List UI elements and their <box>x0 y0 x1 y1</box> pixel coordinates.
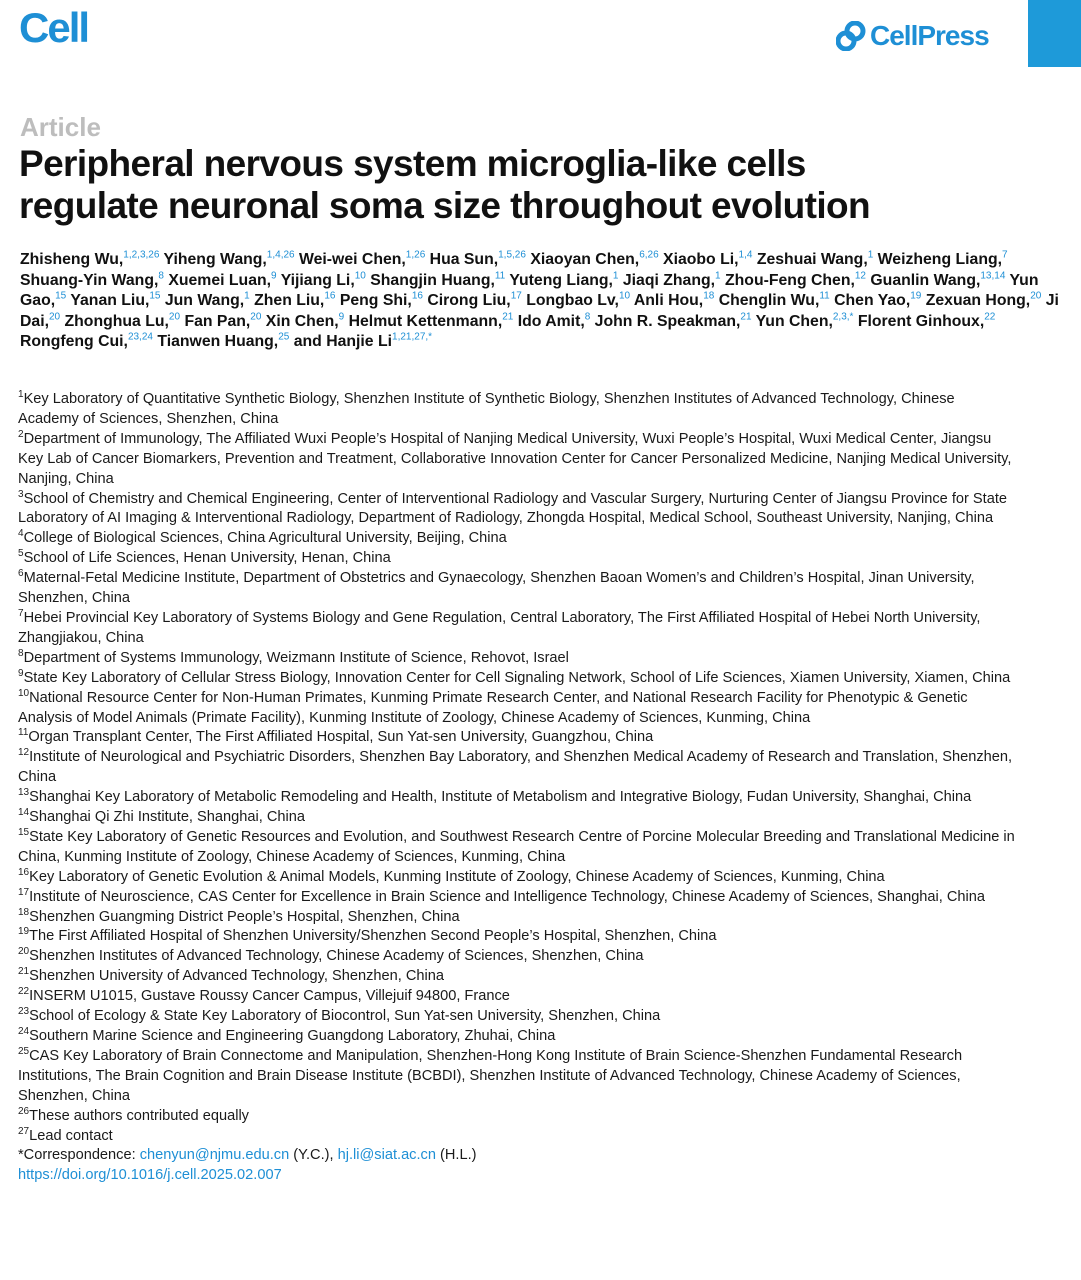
affiliation-number: 1 <box>18 389 24 401</box>
affiliation-item <box>18 927 1018 947</box>
author-affiliation-marker: 13,14 <box>980 270 1006 282</box>
author-name-text: Yun Chen, <box>755 312 833 330</box>
author-affiliation-marker: 10 <box>354 270 366 282</box>
affiliation-number: 23 <box>18 1006 30 1018</box>
affiliation-text: School of Ecology & State Key Laboratory of Biocontrol, Sun Yat-sen University, Shenzhen, China <box>29 1008 661 1025</box>
affiliation-number: 18 <box>18 906 30 918</box>
affiliation-number: 5 <box>18 548 24 560</box>
affiliations-block <box>18 390 1018 1186</box>
affiliation-number: 19 <box>18 926 30 938</box>
author-name[interactable] <box>634 292 714 309</box>
author-name-text: Chenglin Wu, <box>718 292 820 310</box>
author-affiliation-marker: 1 <box>715 270 721 282</box>
affiliation-number: 11 <box>18 727 29 739</box>
author-name-text: Zhisheng Wu, <box>20 251 124 268</box>
affiliation-text: Shenzhen University of Advanced Technology, Shenzhen, China <box>29 968 444 985</box>
author-name-text: and Hanjie Li <box>293 333 393 351</box>
author-affiliation-marker: 25 <box>278 332 290 344</box>
author-name-text: Jiaqi Zhang, <box>622 271 716 289</box>
author-name[interactable] <box>294 333 432 350</box>
affiliation-number: 7 <box>18 608 24 620</box>
affiliation-number: 24 <box>18 1026 30 1038</box>
affiliation-item <box>18 947 1018 967</box>
author-name-text: Fan Pan, <box>184 312 251 330</box>
affiliation-number: 4 <box>18 528 24 540</box>
affiliation-text: Lead contact <box>29 1127 113 1144</box>
author-name[interactable] <box>757 251 873 268</box>
affiliation-number: 12 <box>18 747 30 759</box>
author-name-text: Yanan Liu, <box>70 292 150 310</box>
author-name[interactable] <box>165 292 250 309</box>
author-name[interactable] <box>299 251 425 268</box>
author-name[interactable] <box>157 333 289 350</box>
author-name[interactable] <box>926 292 1042 309</box>
affiliation-number: 14 <box>18 807 30 819</box>
author-name[interactable] <box>20 251 159 268</box>
affiliation-text: Key Laboratory of Genetic Evolution & Animal Models, Kunming Institute of Zoology, Chinese Academy of Sciences, Kunming, China <box>29 868 885 885</box>
author-affiliation-marker: 1 <box>867 249 874 261</box>
author-affiliation-marker: 9 <box>338 311 345 323</box>
author-name-text: Yuteng Liang, <box>509 271 613 289</box>
author-name-text: Zhonghua Lu, <box>64 312 169 330</box>
author-affiliation-marker: 15 <box>55 290 67 302</box>
author-name[interactable] <box>281 272 366 289</box>
email-link-hjli[interactable]: hj.li@siat.ac.cn <box>337 1147 436 1164</box>
affiliation-item <box>18 430 1018 490</box>
author-affiliation-marker: 1,26 <box>405 249 426 261</box>
affiliation-text: Department of Immunology, The Affiliated Wuxi People’s Hospital of Nanjing Medical University, Wuxi People’s Hospital, Wuxi Medical Center, Jiangsu Key Lab of Cancer Biomarkers, Prevention and Treatment, Collaborative Innovation Center for Cancer Personalized Medicine, Nanjing Medical University, Nanjing, China <box>18 430 1012 487</box>
affiliation-text: Department of Systems Immunology, Weizmann Institute of Science, Rehovot, Israel <box>23 649 569 666</box>
affiliation-number: 20 <box>18 946 30 958</box>
author-name-text: Jun Wang, <box>164 292 245 310</box>
affiliation-text: Institute of Neurological and Psychiatric Disorders, Shenzhen Bay Laboratory, and Shenzhen Medical Academy of Research and Translation, Shenzhen, China <box>18 749 1013 786</box>
author-name-text: Helmut Kettenmann, <box>348 312 503 330</box>
author-name[interactable] <box>623 272 721 289</box>
author-name-text: Xuemei Luan, <box>168 271 272 289</box>
affiliation-text: Organ Transplant Center, The First Affiliated Hospital, Sun Yat-sen University, Guangzhou, China <box>28 729 654 746</box>
affiliation-number: 22 <box>18 986 30 998</box>
affiliation-text: State Key Laboratory of Cellular Stress Biology, Innovation Center for Cell Signaling Network, School of Life Sciences, Xiamen University, Xiamen, China <box>23 669 1011 686</box>
affiliation-text: Shanghai Key Laboratory of Metabolic Remodeling and Health, Institute of Metabolism and Integrative Biology, Fudan University, Shanghai, China <box>29 789 972 806</box>
affiliation-text: Shenzhen Guangming District People’s Hospital, Shenzhen, China <box>29 908 460 925</box>
author-affiliation-marker: 20 <box>1030 290 1042 302</box>
affiliation-text: CAS Key Laboratory of Brain Connectome and Manipulation, Shenzhen-Hong Kong Institute of Brain Science-Shenzhen Fundamental Research Institutions, The Brain Cognition and Brain Disease Institute (BCBDI), Shenzhen Institute of Advanced Technology, Chinese Academy of Sciences, Shenzhen, China <box>18 1047 963 1104</box>
affiliation-item <box>18 908 1018 928</box>
author-name[interactable] <box>349 313 514 330</box>
author-name-text: John R. Speakman, <box>594 312 741 330</box>
author-affiliation-marker: 1,4 <box>738 249 753 261</box>
doi-link[interactable]: https://doi.org/10.1016/j.cell.2025.02.007 <box>18 1167 282 1184</box>
author-name-text: Florent Ginhoux, <box>857 312 985 330</box>
affiliation-text: Southern Marine Science and Engineering Guangdong Laboratory, Zhuhai, China <box>29 1028 556 1044</box>
affiliation-item <box>18 609 1018 649</box>
author-name[interactable] <box>254 292 335 309</box>
affiliation-number: 2 <box>18 428 24 440</box>
article-type-label: Article <box>20 112 101 142</box>
affiliation-text: These authors contributed equally <box>29 1107 249 1124</box>
affiliation-text: School of Life Sciences, Henan University, Henan, China <box>23 550 391 567</box>
affiliation-item <box>18 569 1018 609</box>
author-affiliation-marker: 18 <box>703 290 715 302</box>
author-name-text: Xin Chen, <box>265 312 339 330</box>
author-name-text: Zexuan Hong, <box>925 292 1031 310</box>
author-affiliation-marker: 11 <box>494 270 506 282</box>
affiliation-item <box>18 549 1018 569</box>
author-name-text: Zeshuai Wang, <box>756 251 868 268</box>
email-note-yc: (Y.C.), <box>289 1147 338 1164</box>
author-name-text: Ji Dai, <box>20 292 1059 330</box>
affiliation-item <box>18 888 1018 908</box>
author-affiliation-marker: 20 <box>168 311 181 323</box>
author-affiliation-marker: 1 <box>612 270 619 282</box>
cellpress-logo-icon <box>836 21 866 51</box>
affiliation-number: 27 <box>18 1125 30 1137</box>
author-name[interactable] <box>168 272 276 289</box>
affiliation-number: 25 <box>18 1046 30 1058</box>
author-affiliation-marker: 1 <box>244 290 250 302</box>
affiliation-number: 17 <box>18 886 30 898</box>
author-name[interactable] <box>20 333 153 350</box>
author-name[interactable] <box>663 251 752 268</box>
title-line-1: Peripheral nervous system microglia-like cells <box>19 143 806 184</box>
journal-logo: Cell <box>19 4 89 51</box>
corner-accent-block <box>1028 0 1081 67</box>
affiliation-item <box>18 828 1018 868</box>
author-affiliation-marker: 22 <box>984 311 996 323</box>
affiliation-item <box>18 728 1018 748</box>
author-name[interactable] <box>70 292 160 309</box>
affiliation-item <box>18 868 1018 888</box>
author-affiliation-marker: 17 <box>510 290 522 302</box>
affiliation-number: 9 <box>18 667 24 679</box>
affiliation-number: 8 <box>18 647 24 659</box>
author-name-text: Yijiang Li, <box>280 271 355 289</box>
affiliation-text: Shenzhen Institutes of Advanced Technology, Chinese Academy of Sciences, Shenzhen, China <box>29 948 644 965</box>
author-name-text: Zhen Liu, <box>254 292 325 310</box>
affiliation-number: 15 <box>18 827 30 839</box>
author-affiliation-marker: 9 <box>271 270 277 282</box>
author-name-text: Rongfeng Cui, <box>20 333 128 351</box>
author-affiliation-marker: 1,5,26 <box>498 249 526 261</box>
affiliation-text: Hebei Provincial Key Laboratory of Systems Biology and Gene Regulation, Central Laboratory, The First Affiliated Hospital of Hebei North University, Zhangjiakou, China <box>18 609 981 646</box>
author-name-text: Yun Gao, <box>20 271 1039 310</box>
author-name-text: Tianwen Huang, <box>157 333 279 351</box>
author-name-text: Hua Sun, <box>429 251 499 268</box>
author-affiliation-marker: 20 <box>250 311 262 323</box>
author-affiliation-marker: 20 <box>48 311 61 323</box>
author-name-text: Cirong Liu, <box>427 292 511 310</box>
author-affiliation-marker: 12 <box>854 270 866 282</box>
author-name[interactable] <box>20 272 164 289</box>
author-name[interactable] <box>184 313 261 330</box>
author-name[interactable] <box>595 313 752 330</box>
affiliation-text: Institute of Neuroscience, CAS Center for Excellence in Brain Science and Intelligence Technology, Chinese Academy of Sciences, Shanghai, China <box>29 888 986 905</box>
publisher-logo <box>836 16 989 56</box>
author-name[interactable] <box>427 292 521 309</box>
author-affiliation-marker: 8 <box>584 311 591 323</box>
publisher-name: CellPress <box>870 20 989 51</box>
affiliation-item <box>18 788 1018 808</box>
author-name[interactable] <box>858 313 996 330</box>
affiliation-text: State Key Laboratory of Genetic Resources and Evolution, and Southwest Research Centre of Porcine Molecular Breeding and Translational Medicine in China, Kunming Institute of Zoology, Chinese Academy of Sciences, Kunming, China <box>18 828 1015 865</box>
author-name-text: Anli Hou, <box>633 292 704 310</box>
author-name-text: Shangjin Huang, <box>370 271 495 289</box>
correspondence-line <box>18 1146 1018 1166</box>
affiliation-item <box>18 529 1018 549</box>
affiliation-number: 16 <box>18 866 30 878</box>
affiliation-item <box>18 748 1018 788</box>
author-affiliation-marker: 21 <box>502 311 514 323</box>
affiliation-item <box>18 1047 1018 1107</box>
author-affiliation-marker: 15 <box>149 290 161 302</box>
author-name[interactable] <box>65 313 181 330</box>
author-name-text: Peng Shi, <box>339 292 412 310</box>
affiliation-text: National Resource Center for Non-Human Primates, Kunming Primate Research Center, and National Research Facility for Phenotypic & Genetic Analysis of Model Animals (Primate Facility), Kunming Institute of Zoology, Chinese Academy of Sciences, Kunming, China <box>18 689 968 726</box>
author-name[interactable] <box>509 272 618 289</box>
affiliation-item <box>18 390 1018 430</box>
author-affiliation-marker: 16 <box>411 290 423 302</box>
author-name[interactable] <box>266 313 344 330</box>
email-note-hl: (H.L.) <box>435 1147 477 1164</box>
author-affiliation-marker: 1,21,27,* <box>392 332 433 344</box>
affiliation-item <box>18 967 1018 987</box>
correspondence-label: *Correspondence: <box>18 1147 140 1164</box>
affiliation-number: 6 <box>18 568 24 580</box>
author-name-text: Xiaobo Li, <box>663 251 739 268</box>
author-affiliation-marker: 21 <box>740 311 752 323</box>
author-affiliation-marker: 11 <box>819 290 830 302</box>
author-name[interactable] <box>370 272 505 289</box>
author-name[interactable] <box>878 251 1008 268</box>
author-affiliation-marker: 8 <box>158 270 164 282</box>
author-name[interactable] <box>725 272 866 289</box>
affiliation-item <box>18 490 1018 530</box>
affiliation-text: Shanghai Qi Zhi Institute, Shanghai, China <box>29 809 305 826</box>
author-name-text: Yiheng Wang, <box>163 251 267 268</box>
affiliation-item <box>18 1007 1018 1027</box>
author-name[interactable] <box>870 272 1005 289</box>
affiliation-item <box>18 689 1018 729</box>
author-name-text: Wei-wei Chen, <box>299 251 406 268</box>
author-name-text: Longbao Lv, <box>526 292 619 310</box>
affiliation-number: 3 <box>18 488 24 500</box>
author-name[interactable] <box>526 292 630 309</box>
author-name-text: Chen Yao, <box>834 292 911 310</box>
author-name-text: Weizheng Liang, <box>877 251 1003 268</box>
author-name-text: Shuang-Yin Wang, <box>20 271 159 289</box>
author-affiliation-marker: 7 <box>1002 249 1008 261</box>
affiliation-number: 21 <box>18 966 30 978</box>
author-affiliation-marker: 16 <box>324 290 336 302</box>
author-name-text: Zhou-Feng Chen, <box>725 271 855 289</box>
affiliation-number: 10 <box>18 687 30 699</box>
affiliation-text: The First Affiliated Hospital of Shenzhen University/Shenzhen Second People’s Hospital, Shenzhen, China <box>29 928 717 945</box>
author-list <box>20 250 1070 353</box>
affiliation-number: 26 <box>18 1105 30 1117</box>
affiliation-text: College of Biological Sciences, China Agricultural University, Beijing, China <box>23 530 507 547</box>
author-name[interactable] <box>530 251 658 268</box>
author-name[interactable] <box>430 251 526 268</box>
affiliation-item <box>18 987 1018 1007</box>
author-name-text: Guanlin Wang, <box>870 271 981 289</box>
affiliation-item <box>18 808 1018 828</box>
affiliation-text: INSERM U1015, Gustave Roussy Cancer Campus, Villejuif 94800, France <box>29 988 510 1005</box>
author-affiliation-marker: 23,24 <box>127 332 153 344</box>
author-name-text: Ido Amit, <box>517 312 585 330</box>
article-title <box>19 143 1039 227</box>
author-affiliation-marker: 6,26 <box>639 249 659 261</box>
affiliation-item <box>18 669 1018 689</box>
affiliation-item <box>18 1107 1018 1127</box>
affiliation-number: 13 <box>18 787 30 799</box>
email-link-chenyun[interactable]: chenyun@njmu.edu.cn <box>139 1147 290 1164</box>
author-affiliation-marker: 19 <box>910 290 922 302</box>
affiliation-text: Maternal-Fetal Medicine Institute, Department of Obstetrics and Gynaecology, Shenzhen Baoan Women’s and Children’s Hospital, Jinan University, Shenzhen, China <box>18 570 975 607</box>
author-name[interactable] <box>756 313 854 330</box>
affiliation-item <box>18 649 1018 669</box>
affiliation-item <box>18 1027 1018 1047</box>
affiliation-text: School of Chemistry and Chemical Engineering, Center of Interventional Radiology and Vascular Surgery, Nurturing Center of Jiangsu Province for State Laboratory of AI Imaging & Interventional Radiology, Department of Radiology, Zhongda Hospital, Medical School, Southeast University, Nanjing, China <box>18 490 1007 527</box>
author-name[interactable] <box>518 313 591 330</box>
author-name[interactable] <box>340 292 423 309</box>
author-affiliation-marker: 10 <box>618 290 631 302</box>
author-name[interactable] <box>834 292 921 309</box>
author-affiliation-marker: 1,4,26 <box>266 249 295 261</box>
title-line-2: regulate neuronal soma size throughout evolution <box>19 185 871 226</box>
author-affiliation-marker: 2,3,* <box>832 311 854 323</box>
author-name[interactable] <box>164 251 295 268</box>
author-name[interactable] <box>719 292 830 309</box>
author-name-text: Xiaoyan Chen, <box>530 251 640 268</box>
affiliation-text: Key Laboratory of Quantitative Synthetic Biology, Shenzhen Institute of Synthetic Biology, Shenzhen Institutes of Advanced Technology, Chinese Academy of Sciences, Shenzhen, China <box>18 391 955 427</box>
affiliation-list <box>18 390 1018 1146</box>
author-affiliation-marker: 1,2,3,26 <box>123 249 160 261</box>
affiliation-item <box>18 1127 1018 1147</box>
